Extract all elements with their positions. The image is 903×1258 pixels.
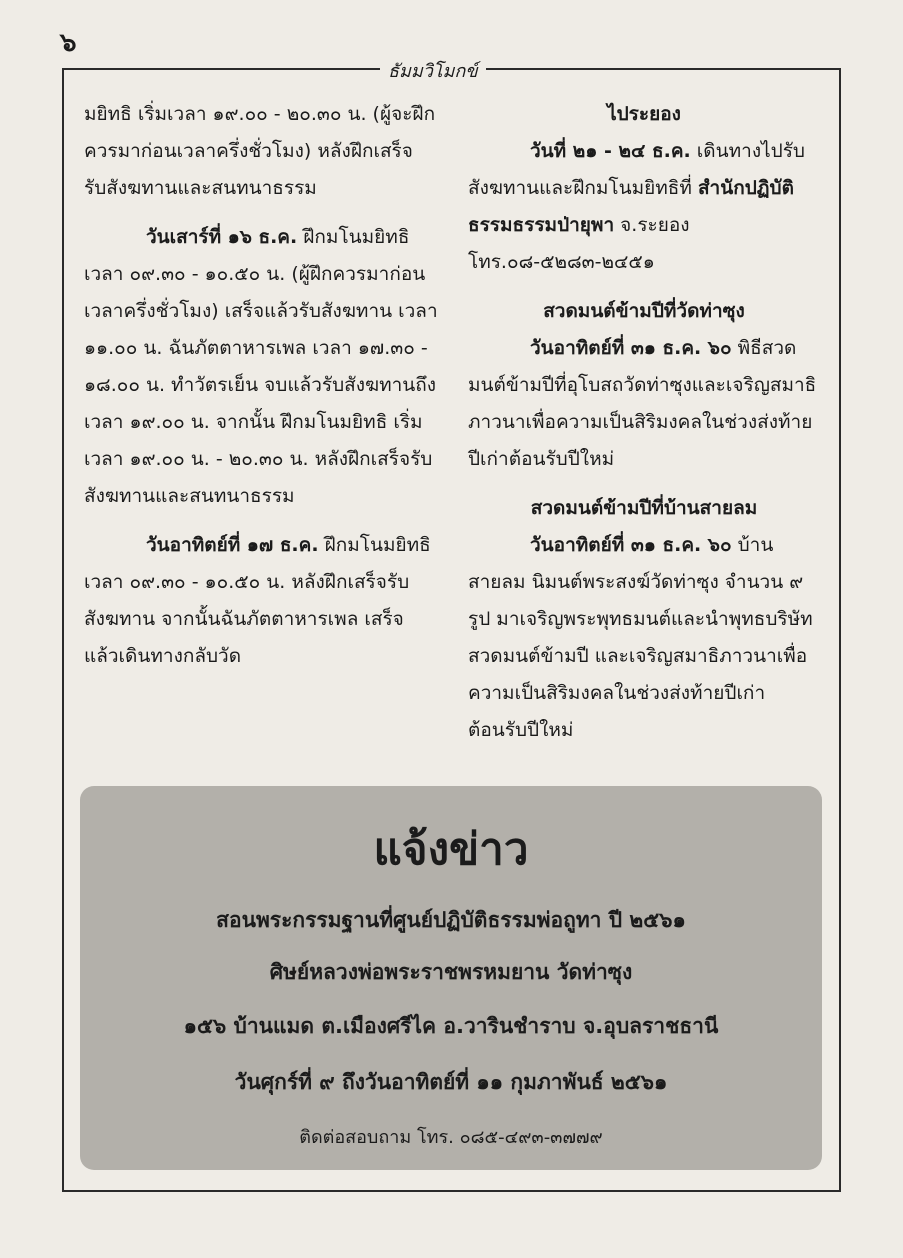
sunday-schedule: ฝึกมโนมยิทธิ เวลา ๐๙.๓๐ - ๑๐.๕๐ น. หลังฝึกเสร็จรับสังฆทาน จากนั้นฉันภัตตาหารเพล เสร็จแล้วเดินทางกลับวัด [84,534,431,667]
rayong-heading: ไประยอง [607,103,681,125]
bansailom-paragraph [468,527,820,749]
saturday-schedule: ฝึกมโนมยิทธิ เวลา ๐๙.๓๐ - ๑๐.๕๐ น. (ผู้ฝึกควรมาก่อนเวลาครึ่งชั่วโมง) เสร็จแล้วรับสังฆทาน เวลา ๑๑.๐๐ น. ฉันภัตตาหารเพล เวลา ๑๗.๓๐ - ๑๘.๐๐ น. ทำวัตรเย็น จบแล้วรับสังฆทานถึงเวลา ๑๙.๐๐ น. จากนั้น ฝึกมโนมยิทธิ เริ่มเวลา ๑๙.๐๐ น. - ๒๐.๓๐ น. หลังฝึกเสร็จรับสังฆทานและสนทนาธรรม [84,226,438,507]
left-paragraph-sunday [84,527,438,675]
watthasung-date: วันอาทิตย์ที่ ๓๑ ธ.ค. ๖๐ [530,337,732,359]
right-column [468,96,820,761]
announcement-line-4: วันศุกร์ที่ ๙ ถึงวันอาทิตย์ที่ ๑๑ กุมภาพันธ์ ๒๕๖๑ [234,1070,668,1094]
watthasung-heading: สวดมนต์ข้ามปีที่วัดท่าซุง [543,300,745,322]
left-paragraph-saturday [84,219,438,515]
bansailom-date: วันอาทิตย์ที่ ๓๑ ธ.ค. ๖๐ [530,534,732,556]
rayong-paragraph [468,133,820,281]
left-paragraph-1: มยิทธิ เริ่มเวลา ๑๙.๐๐ - ๒๐.๓๐ น. (ผู้จะฝึกควรมาก่อนเวลาครึ่งชั่วโมง) หลังฝึกเสร็จ รับสังฆทานและสนทนาธรรม [84,103,436,199]
announcement-line-2: ศิษย์หลวงพ่อพระราชพรหมยาน วัดท่าซุง [269,960,633,984]
rayong-text-1: เดินทางไปรับสังฆทานและฝึกมโนมยิทธิที่ [468,140,805,199]
left-column [84,96,438,687]
rayong-date: วันที่ ๒๑ - ๒๔ ธ.ค. [530,140,691,162]
bansailom-heading: สวดมนต์ข้ามปีที่บ้านสายลม [530,497,758,519]
journal-title: ธัมมวิโมกข์ [380,56,486,85]
bansailom-text: บ้านสายลม นิมนต์พระสงฆ์วัดท่าซุง จำนวน ๙ รูป มาเจริญพระพุทธมนต์และนำพุทธบริษัทสวดมนต์ข้ามปี และเจริญสมาธิภาวนาเพื่อความเป็นสิริมงคลในช่วงส่งท้ายปีเก่าต้อนรับปีใหม่ [468,534,813,741]
saturday-date: วันเสาร์ที่ ๑๖ ธ.ค. [146,226,298,248]
sunday-date: วันอาทิตย์ที่ ๑๗ ธ.ค. [146,534,319,556]
announcement-line-3: ๑๕๖ บ้านแมด ต.เมืองศรีไค อ.วารินชำราบ จ.อุบลราชธานี [183,1014,719,1038]
announcement-line-1: สอนพระกรรมฐานที่ศูนย์ปฏิบัติธรรมพ่อถูทา ปี ๒๕๖๑ [216,908,686,932]
watthasung-text: พิธีสวดมนต์ข้ามปีที่อุโบสถวัดท่าซุงและเจริญสมาธิภาวนาเพื่อความเป็นสิริมงคลในช่วงส่งท้ายปีเก่าต้อนรับปีใหม่ [468,337,817,470]
announcement-contact: ติดต่อสอบถาม โทร. ๐๘๕-๔๙๓-๓๗๗๙ [299,1127,603,1148]
announcement-box [80,786,822,1170]
announcement-title: แจ้งข่าว [373,824,529,875]
page-number: ๖ [60,28,77,58]
watthasung-paragraph [468,330,820,478]
rayong-venue: สำนักปฏิบัติธรรมธรรมป่ายุพา [468,177,794,236]
rayong-text-2: จ.ระยองโทร.๐๘-๕๒๘๓-๒๔๕๑ [468,214,690,273]
